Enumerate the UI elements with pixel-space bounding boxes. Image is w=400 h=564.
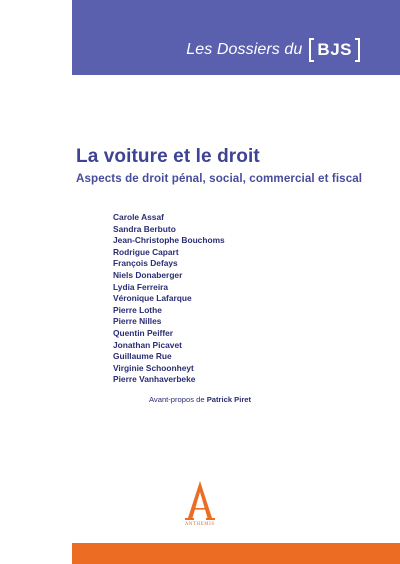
publisher-name: ANTHEMIS xyxy=(185,521,215,526)
author-name: Niels Donaberger xyxy=(113,269,183,280)
author-name: Pierre Lothe xyxy=(113,304,162,315)
author-name: François Defays xyxy=(113,258,178,269)
series-prefix: Les Dossiers du xyxy=(186,41,303,58)
foreword-author: Patrick Piret xyxy=(206,395,252,404)
series-code-box xyxy=(309,37,360,63)
book-title: La voiture et le droit xyxy=(76,146,260,167)
foreword-prefix: Avant-propos de xyxy=(149,395,205,404)
foreword-line xyxy=(149,395,251,404)
author-name: Carole Assaf xyxy=(113,212,164,222)
series-label xyxy=(186,37,360,63)
author-name: Pierre Vanhaverbeke xyxy=(113,374,196,385)
bracket-right-icon xyxy=(355,38,360,62)
bottom-band xyxy=(72,543,400,564)
author-name: Quentin Peiffer xyxy=(113,327,174,338)
author-name: Guillaume Rue xyxy=(113,351,172,362)
top-banner xyxy=(72,0,400,75)
author-name: Jean-Christophe Bouchoms xyxy=(113,235,225,246)
author-name: Virginie Schoonheyt xyxy=(113,362,194,373)
author-list xyxy=(113,212,225,386)
author-name: Pierre Nilles xyxy=(113,316,162,327)
author-name: Jonathan Picavet xyxy=(113,339,182,350)
author-name: Véronique Lafarque xyxy=(113,293,192,304)
series-code: BJS xyxy=(317,40,352,59)
author-name: Rodrigue Capart xyxy=(113,246,179,257)
book-subtitle: Aspects de droit pénal, social, commercial et fiscal xyxy=(76,172,363,185)
author-name: Sandra Berbuto xyxy=(113,223,176,234)
author-name: Lydia Ferreira xyxy=(113,281,169,292)
